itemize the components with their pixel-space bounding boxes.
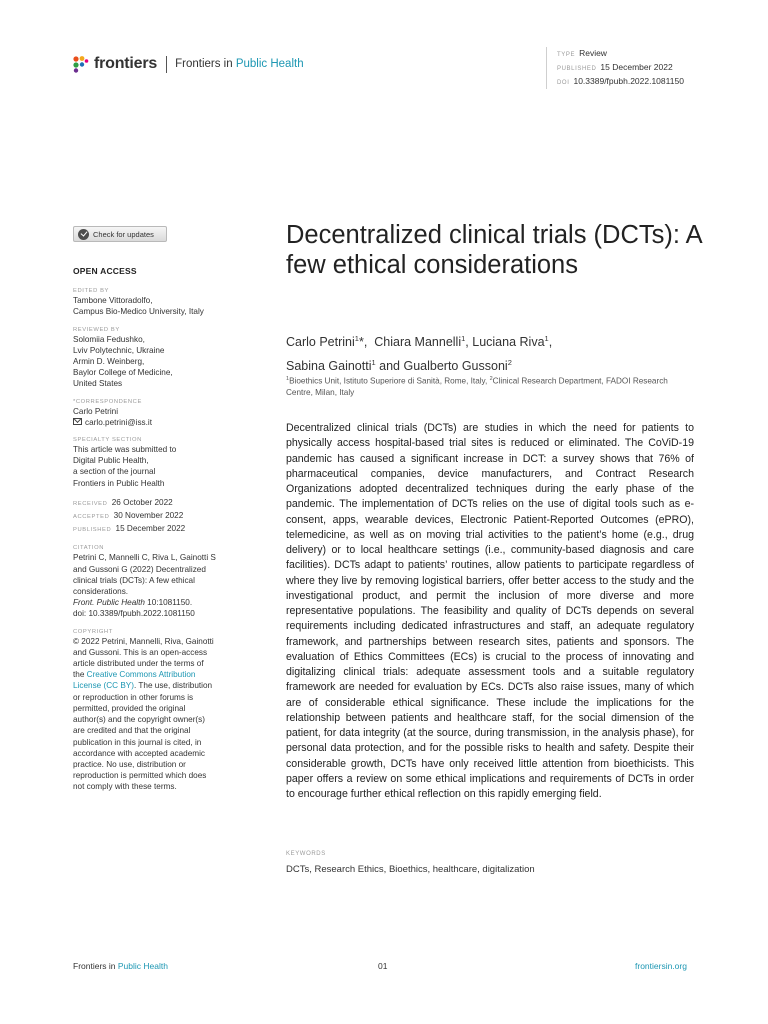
- journal-title[interactable]: [175, 58, 304, 70]
- doi-link[interactable]: 10.3389/fpubh.2022.1081150: [573, 76, 684, 86]
- correspondence-email-row[interactable]: [73, 417, 243, 428]
- authors-and: and: [375, 358, 404, 373]
- article-meta: [546, 47, 684, 89]
- author[interactable]: Gualberto Gussoni$^2$: [403, 357, 512, 373]
- logo-divider: [166, 56, 167, 73]
- check-for-updates-button[interactable]: [73, 226, 167, 242]
- published-row: [73, 523, 243, 536]
- reviewed-by: Solomiia Fedushko, Lviv Polytechnic, Ukraine Armin D. Weinberg, Baylor College of Medicine, United States: [73, 334, 173, 389]
- affiliations: $^1$Bioethics Unit, Istituto Superiore di Sanità, Rome, Italy, $^2$Clinical Research Department, FADOI Research Centre, Milan, Italy: [286, 376, 668, 397]
- footer-journal-name: Public Health: [117, 961, 168, 971]
- publisher-logo[interactable]: [72, 54, 304, 74]
- accepted-row: [73, 510, 243, 523]
- check-for-updates-label: Check for updates: [93, 229, 154, 239]
- edited-by-label: EDITED BY: [73, 288, 110, 295]
- affiliation-2: Clinical Research Department, FADOI Research Centre, Milan, Italy: [286, 376, 668, 397]
- abstract: Decentralized clinical trials (DCTs) are studies in which the need for patients to physically access hospital-based trial sites is reduced or eliminated. The CoViD-19 pandemic has caused a significant increase in DCT: a survey shows that 76% of pharmaceutical companies, device manufacturers, and Contract Research Organizations adopted decentralized techniques during the early phase of the pandemic. The implementation of DCTs relies on the use of digital tools such as e-consent, apps, wearable devices, Electronic Patient-Reported Outcomes (ePRO), telemedicine, as well as on moving trial activities to the patient’s home (e.g., drug delivery) or to local healthcare settings (i.e., community-based diagnosis and care facilities). DCTs adapt to patients’ routines, allow patients to participate regardless of where they live by removing logistical barriers, offer better access to the study and the investigational product, and permit the inclusion of more diverse and more representative populations. The feasibility and quality of DCTs depends on several requirements including dedicated infrastructures and staff, an adequate regulatory framework, and partnerships between research sites, patients and sponsors. The evaluation of Ethics Committees (ECs) is crucial to the process of innovating and digitalizing clinical trials: adequate assessment tools and a suitable regulatory framework are needed for evaluation by ECs. DCTs also raise issues, many of which are of considerable ethical significance. These include the implications for the relationship between patients and healthcare staff, for the social dimension of the patient, for data integrity (at the source, during transmission, in the analysis phase), for personal data protection, and for the possible risks to health and safety. Despite their considerable growth, DCTs have only received little attention from bioethicists. This paper offers a review on some ethical implications and requirements of DCTs in order to encourage further ethical reflection on this rapidly emerging field.: [286, 422, 694, 800]
- journal-prefix: Frontiers in: [175, 58, 233, 70]
- copyright-text: [73, 636, 243, 793]
- copyright-text-b: . The use, distribution or reproduction in other forums is permitted, provided the original author(s) and the copyright owner(s) are credited and that the original publication in this journal is cited, in accordance with accepted academic practice. No use, distribution or reproduction is permitted which does not comply with these terms.: [73, 681, 213, 792]
- published-label: PUBLISHED: [557, 66, 597, 72]
- citation-journal: Front. Public Health: [73, 598, 145, 608]
- type-row: [557, 47, 684, 61]
- citation: Petrini C, Mannelli C, Riva L, Gainotti S and Gussoni G (2022) Decentralized clinical trials (DCTs): A few ethical considerations.: [73, 553, 216, 597]
- doi-row: [557, 75, 684, 89]
- frontiers-logo-icon: [72, 55, 90, 73]
- keywords-label: KEYWORDS: [286, 851, 326, 857]
- citation-source: [73, 597, 243, 608]
- doi-label: DOI: [557, 80, 570, 86]
- published-date: 15 December 2022: [115, 524, 186, 534]
- footer-journal-prefix: Frontiers in: [73, 961, 118, 971]
- author[interactable]: Sabina Gainotti$^1$: [286, 357, 376, 373]
- correspondence-email[interactable]: carlo.petrini@iss.it: [85, 417, 153, 427]
- author[interactable]: Chiara Mannelli$^1$,: [374, 334, 469, 350]
- sidebar: [73, 266, 243, 793]
- specialty-section: This article was submitted to Digital Public Health, a section of the journal Frontiers in Public Health: [73, 445, 177, 488]
- publisher-name: frontiers: [94, 55, 158, 72]
- copyright-label: COPYRIGHT: [73, 628, 113, 635]
- page-number: 01: [378, 961, 388, 971]
- accepted-date: 30 November 2022: [113, 511, 184, 521]
- citation-volume: 10:1081150.: [144, 598, 193, 608]
- published-value: 15 December 2022: [600, 62, 673, 72]
- edited-by: Tambone Vittoradolfo, Campus Bio-Medico University, Italy: [73, 296, 204, 317]
- open-access-label: OPEN ACCESS: [73, 266, 137, 276]
- copyright-text-a: © 2022 Petrini, Mannelli, Riva, Gainotti and Gussoni. This is an open-access article distributed under the terms of the: [73, 636, 214, 680]
- correspondence-name: Carlo Petrini: [73, 406, 119, 416]
- checkmark-icon: [78, 229, 89, 240]
- cc-by-license-link[interactable]: Creative Commons Attribution License (CC BY): [73, 670, 196, 691]
- published-row: [557, 61, 684, 75]
- type-label: TYPE: [557, 52, 576, 58]
- accepted-label: ACCEPTED: [73, 514, 110, 521]
- reviewed-by-label: REVIEWED BY: [73, 326, 120, 333]
- footer-site-link[interactable]: frontiersin.org: [635, 961, 687, 971]
- keywords: DCTs, Research Ethics, Bioethics, healthcare, digitalization: [286, 864, 535, 875]
- author-list: [286, 329, 706, 376]
- footer-journal[interactable]: [73, 961, 168, 971]
- received-row: [73, 497, 243, 510]
- received-date: 26 October 2022: [111, 497, 173, 507]
- correspondence-label: *CORRESPONDENCE: [73, 398, 142, 405]
- author[interactable]: Luciana Riva$^1$,: [472, 334, 553, 350]
- author[interactable]: Carlo Petrini$^1$*,: [286, 334, 368, 350]
- journal-name: Public Health: [235, 58, 304, 70]
- citation-doi[interactable]: doi: 10.3389/fpubh.2022.1081150: [73, 609, 195, 619]
- mail-icon: [73, 418, 82, 425]
- received-label: RECEIVED: [73, 500, 108, 507]
- article-title: Decentralized clinical trials (DCTs): A few ethical considerations: [286, 221, 702, 279]
- published-label: PUBLISHED: [73, 527, 112, 534]
- type-value: Review: [579, 48, 607, 58]
- affiliation-1: Bioethics Unit, Istituto Superiore di Sanità, Rome, Italy,: [289, 376, 490, 386]
- specialty-section-label: SPECIALTY SECTION: [73, 437, 142, 444]
- citation-label: CITATION: [73, 545, 104, 552]
